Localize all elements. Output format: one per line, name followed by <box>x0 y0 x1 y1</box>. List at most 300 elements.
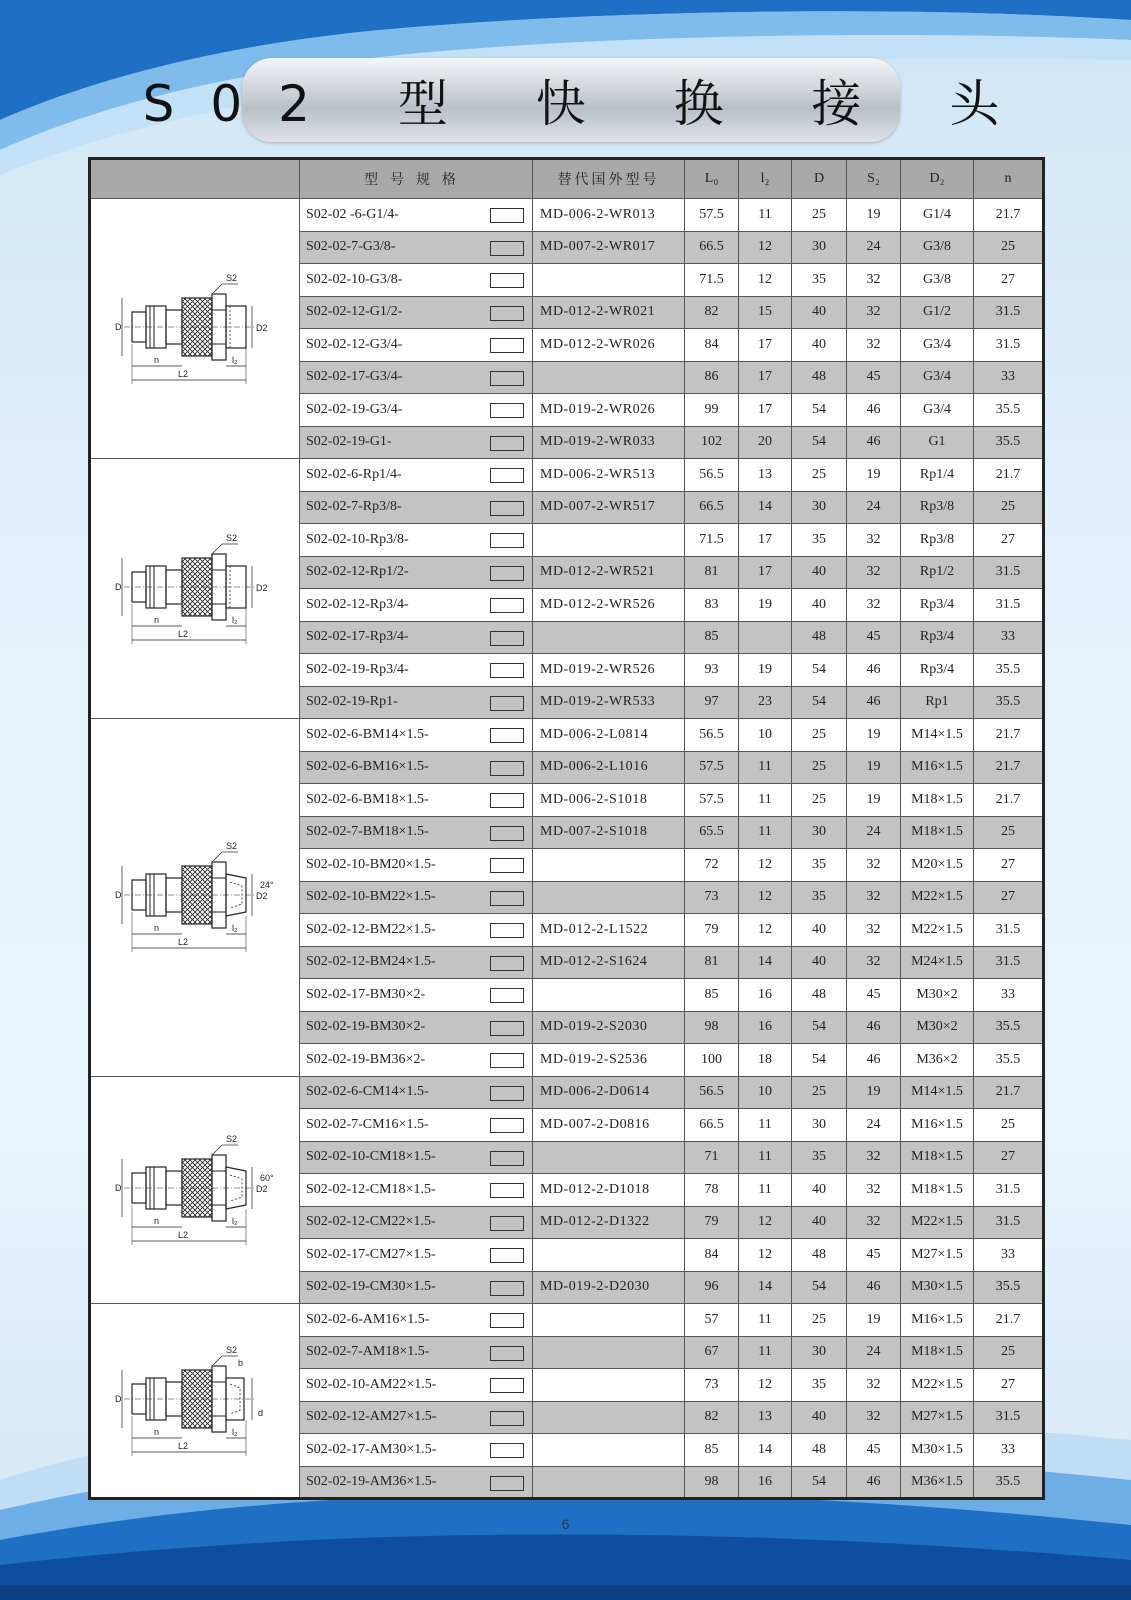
d-cell: 40 <box>792 1206 847 1239</box>
model-suffix-box <box>490 598 524 613</box>
connector-diagram-cell <box>90 199 300 459</box>
n-cell: 21.7 <box>974 751 1044 784</box>
s2-cell: 46 <box>847 1011 901 1044</box>
page-number: 6 <box>561 1516 570 1532</box>
s2-cell: 32 <box>847 849 901 882</box>
model-text: S02-02-19-G1- <box>306 434 392 450</box>
alt-model-cell <box>533 1434 685 1467</box>
d-cell: 40 <box>792 1174 847 1207</box>
n-cell: 35.5 <box>974 1466 1044 1499</box>
model-suffix-box <box>490 631 524 646</box>
l2-cell: 15 <box>739 296 792 329</box>
d-cell: 30 <box>792 491 847 524</box>
d2-cell: M30×2 <box>901 1011 974 1044</box>
model-cell <box>300 751 533 784</box>
header-model: 型号规格 <box>300 159 533 199</box>
alt-model-cell <box>533 1141 685 1174</box>
model-cell <box>300 556 533 589</box>
s2-cell: 32 <box>847 1369 901 1402</box>
l2-cell: 14 <box>739 1434 792 1467</box>
d2-cell: M20×1.5 <box>901 849 974 882</box>
l0-cell: 65.5 <box>685 816 739 849</box>
d2-cell: M22×1.5 <box>901 1369 974 1402</box>
s2-cell: 46 <box>847 686 901 719</box>
d-cell: 30 <box>792 816 847 849</box>
d-cell: 40 <box>792 556 847 589</box>
alt-model-cell: MD-019-2-D2030 <box>533 1271 685 1304</box>
l0-cell: 71 <box>685 1141 739 1174</box>
l0-cell: 57.5 <box>685 784 739 817</box>
l0-cell: 72 <box>685 849 739 882</box>
alt-model-cell: MD-019-2-WR033 <box>533 426 685 459</box>
n-cell: 25 <box>974 1336 1044 1369</box>
model-text: S02-02-7-AM18×1.5- <box>306 1344 430 1360</box>
dim-label-s2: S2 <box>226 1133 238 1144</box>
model-suffix-box <box>490 338 524 353</box>
model-text: S02-02-7-BM18×1.5- <box>306 824 429 840</box>
d-cell: 25 <box>792 199 847 232</box>
d-cell: 35 <box>792 849 847 882</box>
model-suffix-box <box>490 1346 524 1361</box>
l0-cell: 81 <box>685 946 739 979</box>
l2-cell: 12 <box>739 1239 792 1272</box>
n-cell: 27 <box>974 264 1044 297</box>
model-suffix-box <box>490 761 524 776</box>
s2-cell: 32 <box>847 1206 901 1239</box>
diagram-g-thread <box>110 264 280 394</box>
alt-model-cell <box>533 881 685 914</box>
d2-cell: M18×1.5 <box>901 1141 974 1174</box>
dim-label-d2: D2 <box>256 322 268 333</box>
alt-model-cell: MD-019-2-WR533 <box>533 686 685 719</box>
d2-cell: M36×2 <box>901 1044 974 1077</box>
l2-cell: 18 <box>739 1044 792 1077</box>
n-cell: 25 <box>974 816 1044 849</box>
l0-cell: 78 <box>685 1174 739 1207</box>
alt-model-cell: MD-019-2-WR026 <box>533 394 685 427</box>
model-suffix-box <box>490 793 524 808</box>
d-cell: 25 <box>792 1304 847 1337</box>
d2-cell: M14×1.5 <box>901 719 974 752</box>
model-suffix-box <box>490 923 524 938</box>
s2-cell: 46 <box>847 654 901 687</box>
d2-cell: M18×1.5 <box>901 784 974 817</box>
header-d: D <box>792 159 847 199</box>
model-cell <box>300 1044 533 1077</box>
l2-cell: 12 <box>739 1369 792 1402</box>
model-cell <box>300 1434 533 1467</box>
l2-cell: 11 <box>739 199 792 232</box>
l0-cell: 85 <box>685 1434 739 1467</box>
l2-cell: 12 <box>739 231 792 264</box>
alt-model-cell: MD-007-2-D0816 <box>533 1109 685 1142</box>
alt-model-cell: MD-006-2-L1016 <box>533 751 685 784</box>
model-suffix-box <box>490 1086 524 1101</box>
n-cell: 33 <box>974 361 1044 394</box>
d-cell: 54 <box>792 394 847 427</box>
l2-cell: 13 <box>739 459 792 492</box>
alt-model-cell <box>533 849 685 882</box>
d-cell: 54 <box>792 654 847 687</box>
n-cell: 27 <box>974 1369 1044 1402</box>
l2-cell: 13 <box>739 1401 792 1434</box>
model-suffix-box <box>490 1248 524 1263</box>
dim-label-d: D <box>115 581 122 592</box>
header-s2: S₂ <box>847 159 901 199</box>
header-l0: L₀ <box>685 159 739 199</box>
d2-cell: M16×1.5 <box>901 1304 974 1337</box>
model-cell <box>300 849 533 882</box>
alt-model-cell: MD-012-2-WR521 <box>533 556 685 589</box>
s2-cell: 19 <box>847 459 901 492</box>
diagram-rp-thread <box>110 524 280 654</box>
s2-cell: 45 <box>847 621 901 654</box>
model-text: S02-02-17-CM27×1.5- <box>306 1246 436 1262</box>
model-suffix-box <box>490 1313 524 1328</box>
l2-cell: 14 <box>739 946 792 979</box>
model-text: S02-02-19-CM30×1.5- <box>306 1279 436 1295</box>
s2-cell: 19 <box>847 1304 901 1337</box>
model-cell <box>300 361 533 394</box>
d-cell: 35 <box>792 881 847 914</box>
d2-cell: M18×1.5 <box>901 1336 974 1369</box>
model-text: S02-02-7-Rp3/8- <box>306 499 402 515</box>
s2-cell: 46 <box>847 426 901 459</box>
model-cell <box>300 1109 533 1142</box>
dim-label-d2: D2 <box>256 1183 268 1194</box>
l0-cell: 97 <box>685 686 739 719</box>
connector-diagram-cell <box>90 459 300 719</box>
alt-model-cell: MD-006-2-D0614 <box>533 1076 685 1109</box>
dim-label-d2: D2 <box>256 891 268 902</box>
alt-model-cell: MD-006-2-WR013 <box>533 199 685 232</box>
dim-label-angle: 24° <box>260 880 274 891</box>
l2-cell: 11 <box>739 1304 792 1337</box>
l2-cell: 12 <box>739 849 792 882</box>
l0-cell: 71.5 <box>685 524 739 557</box>
l0-cell: 99 <box>685 394 739 427</box>
d2-cell: G3/8 <box>901 264 974 297</box>
d-cell: 48 <box>792 979 847 1012</box>
model-cell <box>300 1271 533 1304</box>
d2-cell: G1/2 <box>901 296 974 329</box>
dim-label-angle: 60° <box>260 1172 274 1183</box>
dim-label-d-small: d <box>258 1407 264 1418</box>
model-cell <box>300 719 533 752</box>
s2-cell: 46 <box>847 394 901 427</box>
dim-label-l2-small: l₂ <box>232 1426 238 1437</box>
l2-cell: 19 <box>739 589 792 622</box>
dim-label-s2: S2 <box>226 841 238 852</box>
alt-model-cell <box>533 1369 685 1402</box>
l2-cell: 16 <box>739 1466 792 1499</box>
d-cell: 54 <box>792 686 847 719</box>
model-cell <box>300 1369 533 1402</box>
d2-cell: G3/4 <box>901 394 974 427</box>
model-text: S02-02-10-AM22×1.5- <box>306 1376 437 1392</box>
l2-cell: 17 <box>739 329 792 362</box>
table-row <box>90 199 1044 232</box>
model-cell <box>300 1206 533 1239</box>
alt-model-cell <box>533 524 685 557</box>
d-cell: 40 <box>792 589 847 622</box>
s2-cell: 32 <box>847 589 901 622</box>
d-cell: 25 <box>792 1076 847 1109</box>
alt-model-cell <box>533 1304 685 1337</box>
s2-cell: 46 <box>847 1044 901 1077</box>
dim-label-l2-small: l₂ <box>232 1215 238 1226</box>
l0-cell: 98 <box>685 1466 739 1499</box>
l0-cell: 57.5 <box>685 751 739 784</box>
d-cell: 40 <box>792 329 847 362</box>
l2-cell: 11 <box>739 816 792 849</box>
dim-label-s2: S2 <box>226 532 238 543</box>
l0-cell: 66.5 <box>685 491 739 524</box>
d-cell: 30 <box>792 231 847 264</box>
d2-cell: M16×1.5 <box>901 751 974 784</box>
n-cell: 25 <box>974 231 1044 264</box>
model-suffix-box <box>490 1216 524 1231</box>
l2-cell: 12 <box>739 264 792 297</box>
d2-cell: Rp3/4 <box>901 654 974 687</box>
alt-model-cell: MD-006-2-L0814 <box>533 719 685 752</box>
model-text: S02-02-6-BM18×1.5- <box>306 791 429 807</box>
model-suffix-box <box>490 956 524 971</box>
n-cell: 35.5 <box>974 1011 1044 1044</box>
table-body <box>90 199 1044 1499</box>
d2-cell: M18×1.5 <box>901 1174 974 1207</box>
s2-cell: 32 <box>847 296 901 329</box>
d2-cell: M27×1.5 <box>901 1239 974 1272</box>
model-cell <box>300 686 533 719</box>
l2-cell: 14 <box>739 491 792 524</box>
l2-cell: 11 <box>739 1109 792 1142</box>
alt-model-cell: MD-019-2-WR526 <box>533 654 685 687</box>
s2-cell: 32 <box>847 1401 901 1434</box>
d-cell: 48 <box>792 361 847 394</box>
n-cell: 27 <box>974 1141 1044 1174</box>
model-text: S02-02-6-Rp1/4- <box>306 466 402 482</box>
l0-cell: 82 <box>685 296 739 329</box>
l2-cell: 17 <box>739 361 792 394</box>
model-text: S02-02-19-BM36×2- <box>306 1051 426 1067</box>
model-cell <box>300 491 533 524</box>
n-cell: 21.7 <box>974 1076 1044 1109</box>
table-row <box>90 459 1044 492</box>
model-suffix-box <box>490 1378 524 1393</box>
d-cell: 25 <box>792 719 847 752</box>
d2-cell: M30×2 <box>901 979 974 1012</box>
connector-diagram-cell <box>90 1304 300 1499</box>
d2-cell: G3/8 <box>901 231 974 264</box>
model-text: S02-02-17-G3/4- <box>306 369 403 385</box>
model-cell <box>300 426 533 459</box>
model-suffix-box <box>490 988 524 1003</box>
model-cell <box>300 881 533 914</box>
l0-cell: 67 <box>685 1336 739 1369</box>
n-cell: 21.7 <box>974 719 1044 752</box>
model-text: S02-02-12-BM24×1.5- <box>306 954 436 970</box>
alt-model-cell: MD-012-2-WR026 <box>533 329 685 362</box>
d-cell: 25 <box>792 459 847 492</box>
d-cell: 35 <box>792 524 847 557</box>
model-suffix-box <box>490 533 524 548</box>
l0-cell: 71.5 <box>685 264 739 297</box>
model-text: S02-02-17-BM30×2- <box>306 986 426 1002</box>
l0-cell: 56.5 <box>685 719 739 752</box>
alt-model-cell: MD-007-2-WR517 <box>533 491 685 524</box>
dim-label-b: b <box>238 1357 244 1368</box>
n-cell: 35.5 <box>974 1271 1044 1304</box>
s2-cell: 24 <box>847 491 901 524</box>
model-text: S02-02-10-G3/8- <box>306 271 403 287</box>
l2-cell: 20 <box>739 426 792 459</box>
page-title: S02 型 快 换 接 头 <box>142 75 1036 133</box>
model-cell <box>300 524 533 557</box>
alt-model-cell: MD-007-2-S1018 <box>533 816 685 849</box>
s2-cell: 32 <box>847 264 901 297</box>
table-row <box>90 719 1044 752</box>
d2-cell: Rp1/4 <box>901 459 974 492</box>
dim-label-d: D <box>115 1393 122 1404</box>
alt-model-cell <box>533 1239 685 1272</box>
l0-cell: 98 <box>685 1011 739 1044</box>
model-text: S02-02-6-AM16×1.5- <box>306 1311 430 1327</box>
d-cell: 40 <box>792 946 847 979</box>
d-cell: 30 <box>792 1109 847 1142</box>
d2-cell: G3/4 <box>901 361 974 394</box>
d-cell: 54 <box>792 1466 847 1499</box>
l0-cell: 56.5 <box>685 1076 739 1109</box>
d2-cell: G1 <box>901 426 974 459</box>
d-cell: 25 <box>792 751 847 784</box>
header-n: n <box>974 159 1044 199</box>
model-suffix-box <box>490 1281 524 1296</box>
n-cell: 35.5 <box>974 654 1044 687</box>
l2-cell: 17 <box>739 556 792 589</box>
model-suffix-box <box>490 1151 524 1166</box>
n-cell: 33 <box>974 1239 1044 1272</box>
model-suffix-box <box>490 306 524 321</box>
model-text: S02-02-7-G3/8- <box>306 239 396 255</box>
model-text: S02-02-19-G3/4- <box>306 401 403 417</box>
d-cell: 30 <box>792 1336 847 1369</box>
s2-cell: 24 <box>847 1109 901 1142</box>
model-cell <box>300 1011 533 1044</box>
model-cell <box>300 946 533 979</box>
l0-cell: 81 <box>685 556 739 589</box>
model-text: S02-02-17-Rp3/4- <box>306 629 409 645</box>
alt-model-cell: MD-006-2-WR513 <box>533 459 685 492</box>
model-cell <box>300 1076 533 1109</box>
l2-cell <box>739 621 792 654</box>
l2-cell: 12 <box>739 1206 792 1239</box>
model-text: S02-02-10-Rp3/8- <box>306 531 409 547</box>
dim-label-n: n <box>154 354 160 365</box>
s2-cell: 19 <box>847 719 901 752</box>
d2-cell: M27×1.5 <box>901 1401 974 1434</box>
s2-cell: 46 <box>847 1466 901 1499</box>
l0-cell: 66.5 <box>685 1109 739 1142</box>
model-text: S02-02-12-Rp3/4- <box>306 596 409 612</box>
d-cell: 35 <box>792 1369 847 1402</box>
model-text: S02-02-12-Rp1/2- <box>306 564 409 580</box>
l0-cell: 100 <box>685 1044 739 1077</box>
alt-model-cell: MD-012-2-L1522 <box>533 914 685 947</box>
header-l2: l₂ <box>739 159 792 199</box>
n-cell: 31.5 <box>974 296 1044 329</box>
d-cell: 40 <box>792 1401 847 1434</box>
model-suffix-box <box>490 501 524 516</box>
model-suffix-box <box>490 1118 524 1133</box>
d-cell: 48 <box>792 1434 847 1467</box>
alt-model-cell <box>533 979 685 1012</box>
l0-cell: 66.5 <box>685 231 739 264</box>
d-cell: 54 <box>792 1011 847 1044</box>
l0-cell: 57.5 <box>685 199 739 232</box>
n-cell: 21.7 <box>974 784 1044 817</box>
model-cell <box>300 914 533 947</box>
n-cell: 27 <box>974 524 1044 557</box>
dim-label-d: D <box>115 1182 122 1193</box>
model-suffix-box <box>490 728 524 743</box>
alt-model-cell <box>533 1336 685 1369</box>
l0-cell: 102 <box>685 426 739 459</box>
table-row <box>90 1304 1044 1337</box>
d2-cell: M36×1.5 <box>901 1466 974 1499</box>
model-text: S02-02-19-BM30×2- <box>306 1019 426 1035</box>
model-suffix-box <box>490 468 524 483</box>
alt-model-cell <box>533 361 685 394</box>
l0-cell: 79 <box>685 1206 739 1239</box>
d2-cell: M18×1.5 <box>901 816 974 849</box>
model-text: S02-02-12-AM27×1.5- <box>306 1409 437 1425</box>
n-cell: 31.5 <box>974 1206 1044 1239</box>
l2-cell: 11 <box>739 1336 792 1369</box>
l0-cell: 57 <box>685 1304 739 1337</box>
alt-model-cell: MD-012-2-D1322 <box>533 1206 685 1239</box>
d-cell: 54 <box>792 426 847 459</box>
header-blank <box>90 159 300 199</box>
model-text: S02-02-17-AM30×1.5- <box>306 1441 437 1457</box>
d-cell: 48 <box>792 621 847 654</box>
dim-label-l2-small: l₂ <box>232 354 238 365</box>
n-cell: 21.7 <box>974 199 1044 232</box>
dim-label-n: n <box>154 1215 160 1226</box>
header-d2: D₂ <box>901 159 974 199</box>
model-cell <box>300 1174 533 1207</box>
l0-cell: 79 <box>685 914 739 947</box>
model-cell <box>300 1141 533 1174</box>
model-text: S02-02-10-BM22×1.5- <box>306 889 436 905</box>
l0-cell: 93 <box>685 654 739 687</box>
model-suffix-box <box>490 436 524 451</box>
d2-cell: M16×1.5 <box>901 1109 974 1142</box>
l0-cell: 84 <box>685 1239 739 1272</box>
l0-cell: 56.5 <box>685 459 739 492</box>
model-cell <box>300 199 533 232</box>
s2-cell: 45 <box>847 1239 901 1272</box>
n-cell: 31.5 <box>974 589 1044 622</box>
model-cell <box>300 621 533 654</box>
model-suffix-box <box>490 566 524 581</box>
model-suffix-box <box>490 1443 524 1458</box>
model-suffix-box <box>490 1021 524 1036</box>
n-cell: 33 <box>974 1434 1044 1467</box>
dim-label-l2: L2 <box>178 368 189 379</box>
n-cell: 35.5 <box>974 426 1044 459</box>
d-cell: 40 <box>792 914 847 947</box>
